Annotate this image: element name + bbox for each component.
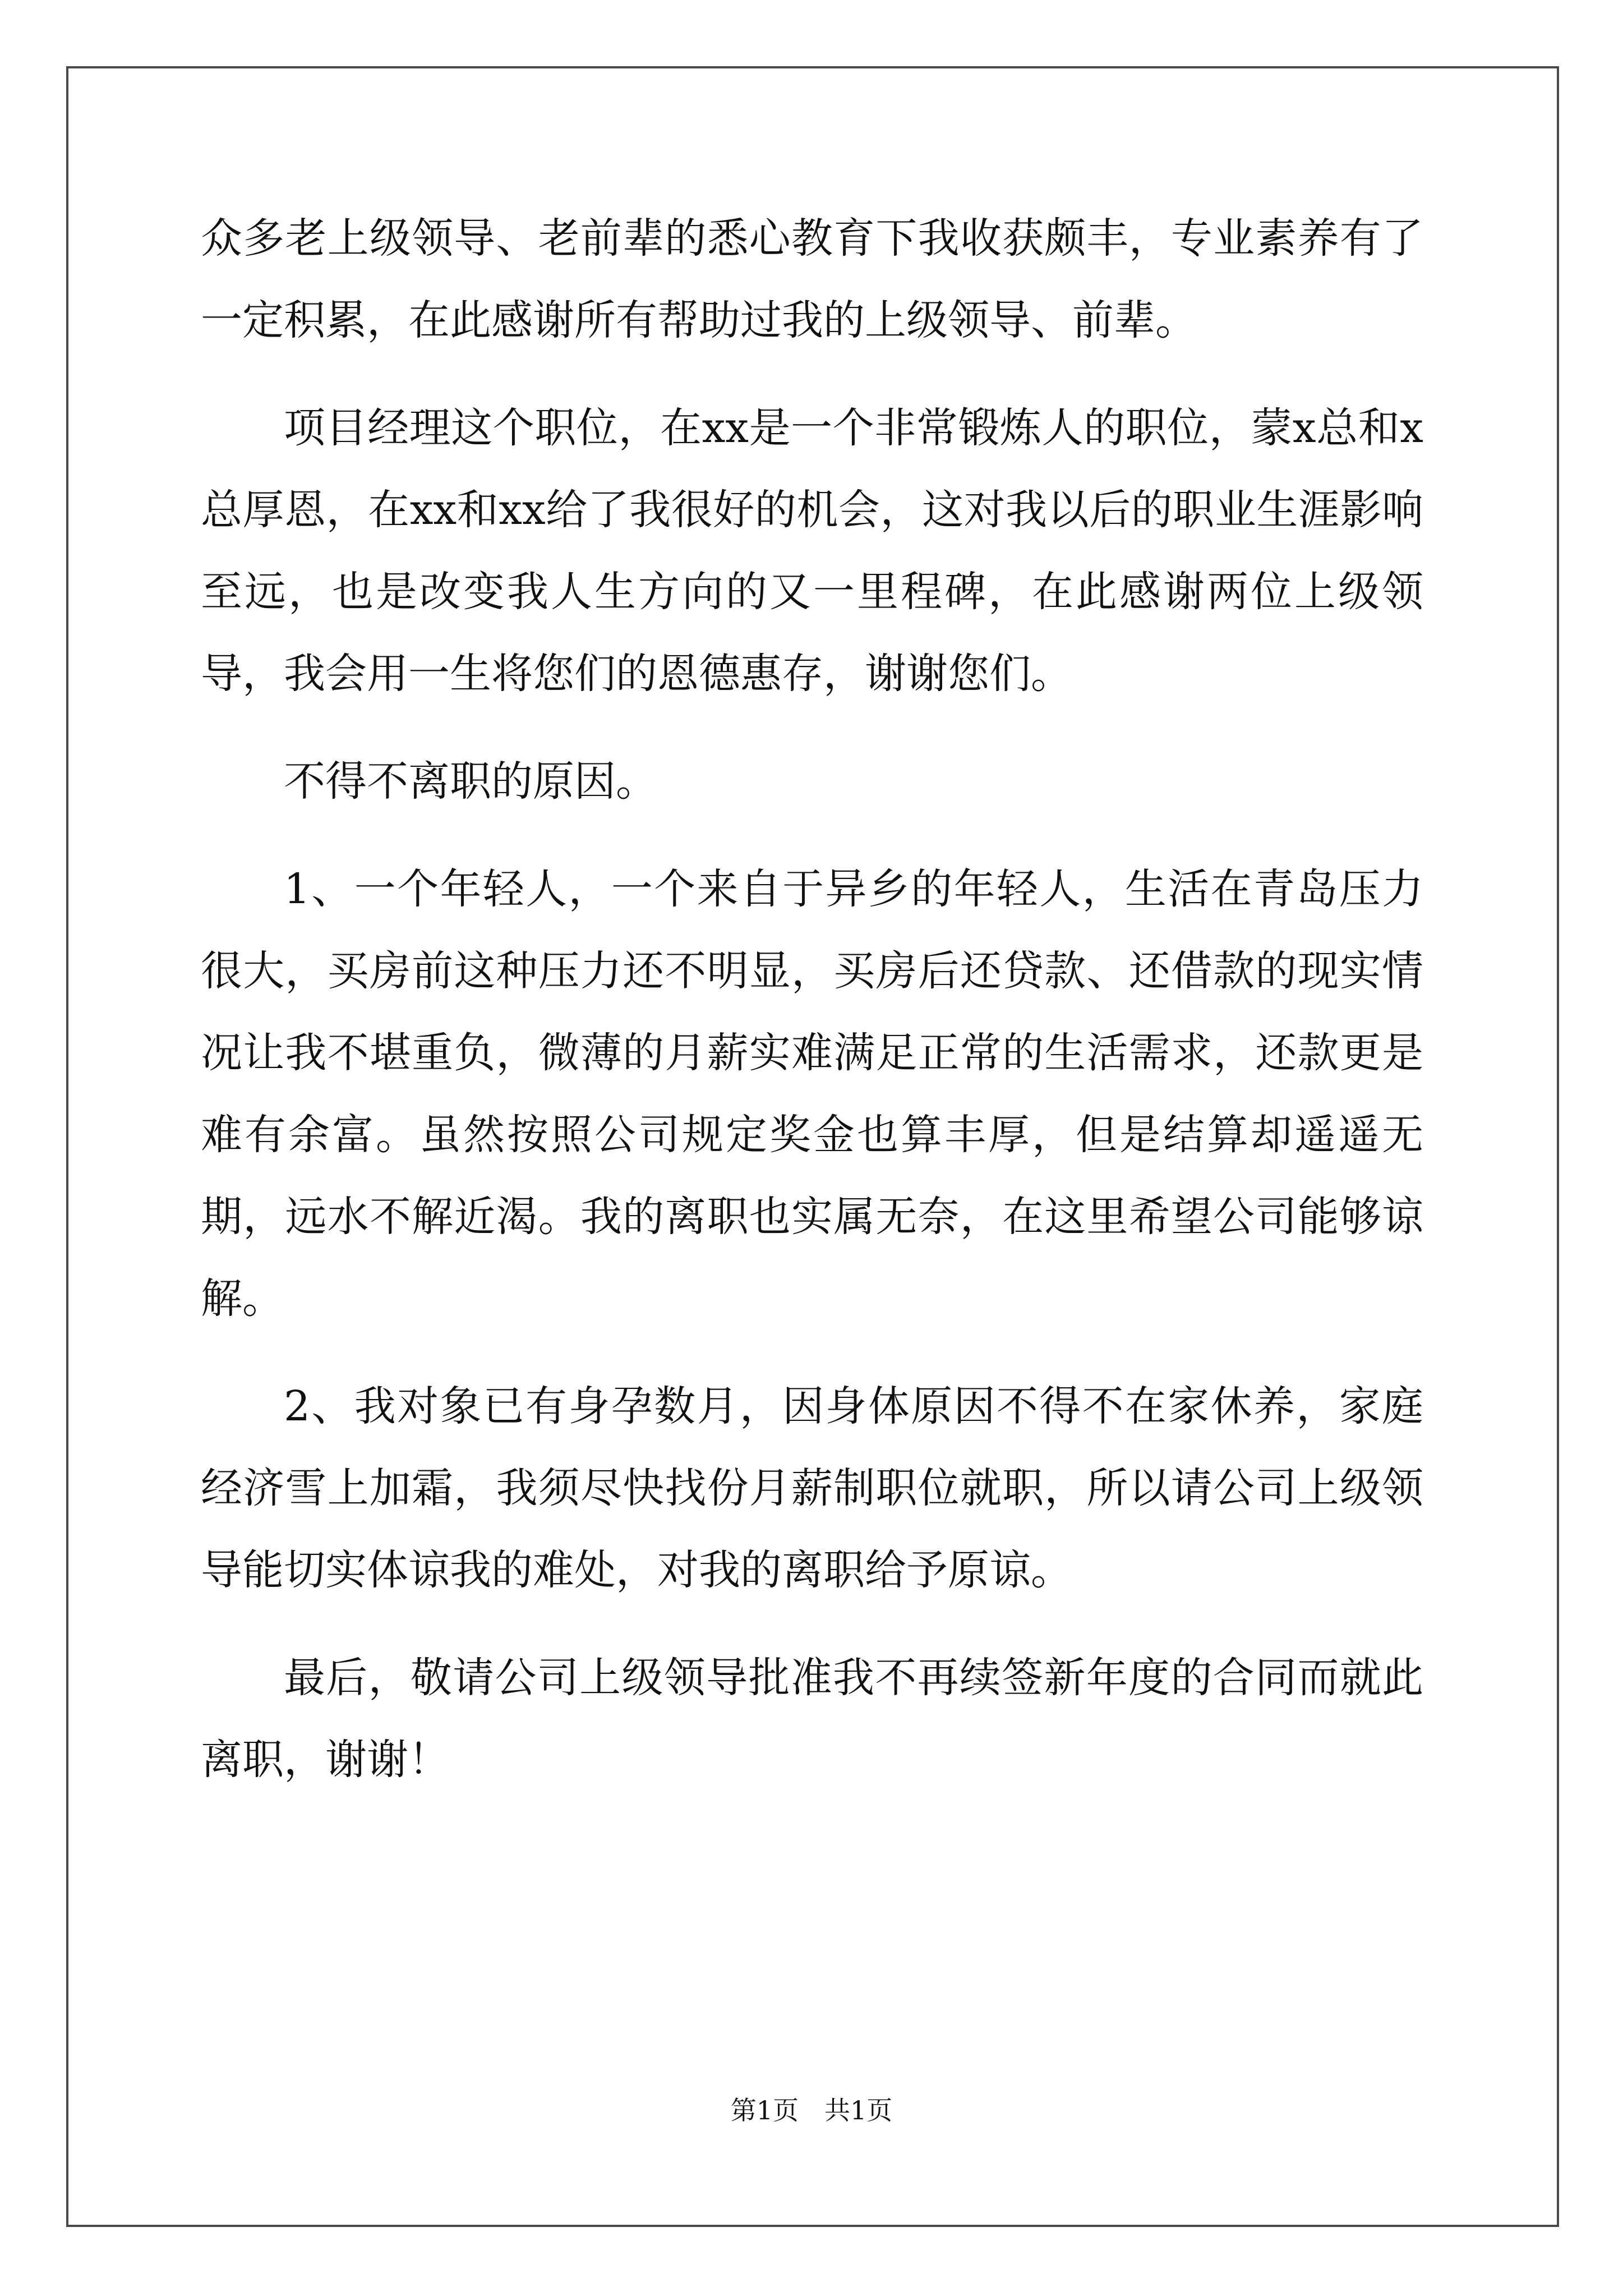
paragraph-4: 1、一个年轻人，一个来自于异乡的年轻人，生活在青岛压力很大，买房前这种压力还不明显，买房后还贷款、还借款的现实情况让我不堪重负，微薄的月薪实难满足正常的生活需求，还款更是难有余富。虽然按照公司规定奖金也算丰厚，但是结算却遥遥无期，远水不解近渴。我的离职也实属无奈，在这里希望公司能够谅解。 <box>201 865 1423 1323</box>
paragraph-3: 不得不离职的原因。 <box>284 757 657 806</box>
paragraph-2: 项目经理这个职位，在xx是一个非常锻炼人的职位，蒙x总和x总厚恩，在xx和xx给了我很好的机会，这对我以后的职业生涯影响至远，也是改变我人生方向的又一里程碑，在此感谢两位上级领导，我会用一生将您们的恩德惠存，谢谢您们。 <box>201 404 1423 698</box>
paragraph-5: 2、我对象已有身孕数月，因身体原因不得不在家休养，家庭经济雪上加霜，我须尽快找份月薪制职位就职，所以请公司上级领导能切实体谅我的难处，对我的离职给予原谅。 <box>201 1382 1423 1594</box>
page-footer: 第1页 共1页 <box>730 2095 893 2125</box>
paragraph-6: 最后，敬请公司上级领导批准我不再续签新年度的合同而就此离职，谢谢！ <box>201 1654 1423 1784</box>
document-body <box>201 197 1423 1826</box>
paragraph-1: 众多老上级领导、老前辈的悉心教育下我收获颇丰，专业素养有了一定积累，在此感谢所有帮助过我的上级领导、前辈。 <box>201 214 1423 344</box>
